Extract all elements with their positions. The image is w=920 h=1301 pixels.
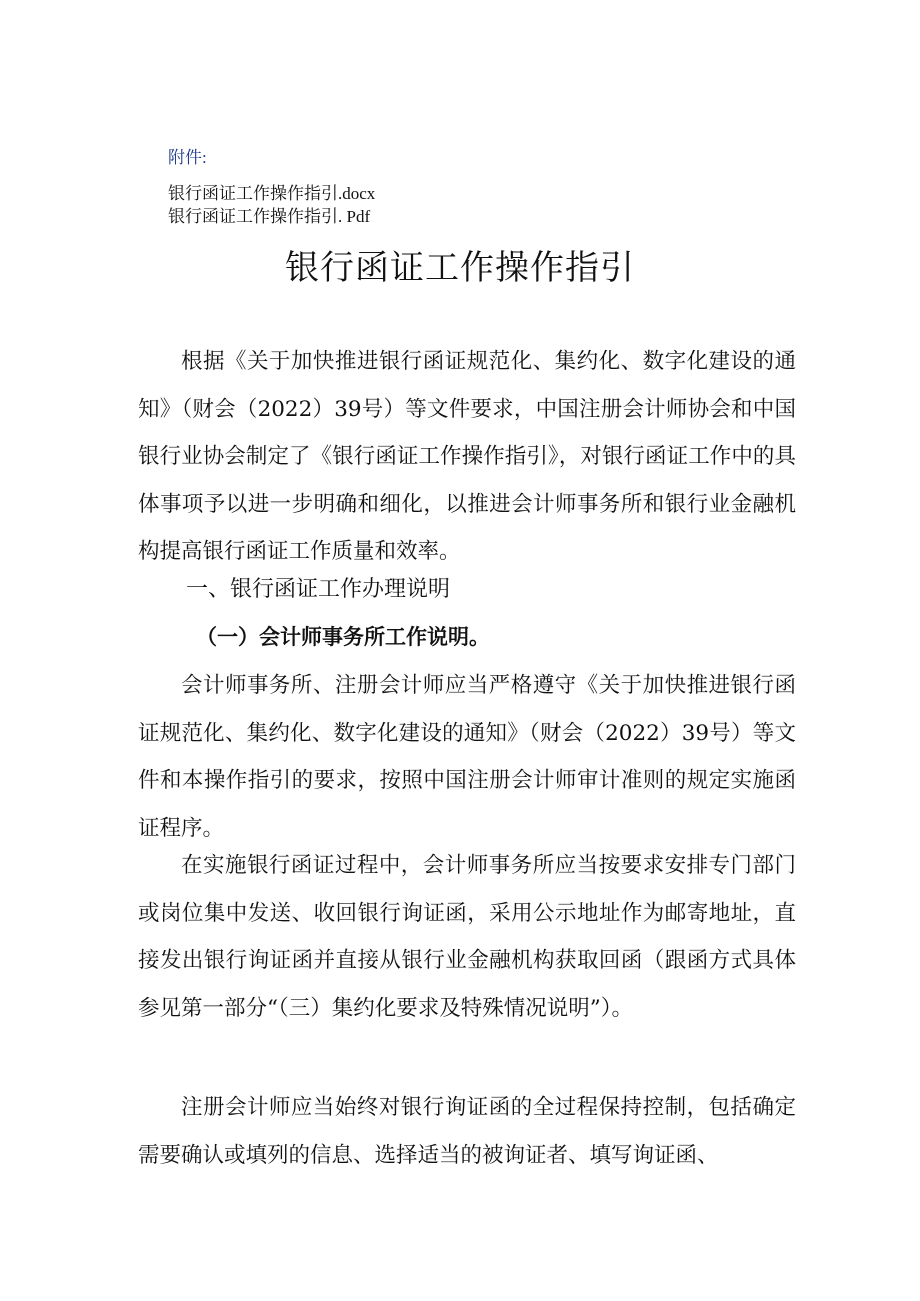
body-paragraph: 会计师事务所、注册会计师应当严格遵守《关于加快推进银行函证规范化、集约化、数字化建设的通知》（财会（2022）39号）等文件和本操作指引的要求，按照中国注册会计师审计准则的规定实施函证程序。 (138, 673, 796, 841)
attachments-block (168, 146, 375, 228)
body-paragraph: 在实施银行函证过程中，会计师事务所应当按要求安排专门部门或岗位集中发送、收回银行询证函，采用公示地址作为邮寄地址，直接发出银行询证函并直接从银行业金融机构获取回函（跟函方式具体参见第一部分“（三）集约化要求及特殊情况说明”）。 (138, 853, 796, 1021)
section-heading: 一、银行函证工作办理说明 (186, 577, 451, 602)
document-title: 银行函证工作操作指引 (285, 248, 635, 288)
attachment-link-pdf[interactable]: 银行函证工作操作指引. Pdf (168, 207, 371, 226)
subsection-heading: （一）会计师事务所工作说明。 (196, 625, 490, 649)
body-paragraph: 注册会计师应当始终对银行询证函的全过程保持控制，包括确定需要确认或填列的信息、选择适当的被询证者、填写询证函、 (138, 1095, 796, 1168)
attachments-label: 附件: (168, 148, 207, 167)
intro-paragraph: 根据《关于加快推进银行函证规范化、集约化、数字化建设的通知》（财会（2022）39号）等文件要求，中国注册会计师协会和中国银行业协会制定了《银行函证工作操作指引》，对银行函证工作中的具体事项予以进一步明确和细化，以推进会计师事务所和银行业金融机构提高银行函证工作质量和效率。 (138, 349, 796, 564)
attachment-link-docx[interactable]: 银行函证工作操作指引.docx (168, 184, 376, 203)
